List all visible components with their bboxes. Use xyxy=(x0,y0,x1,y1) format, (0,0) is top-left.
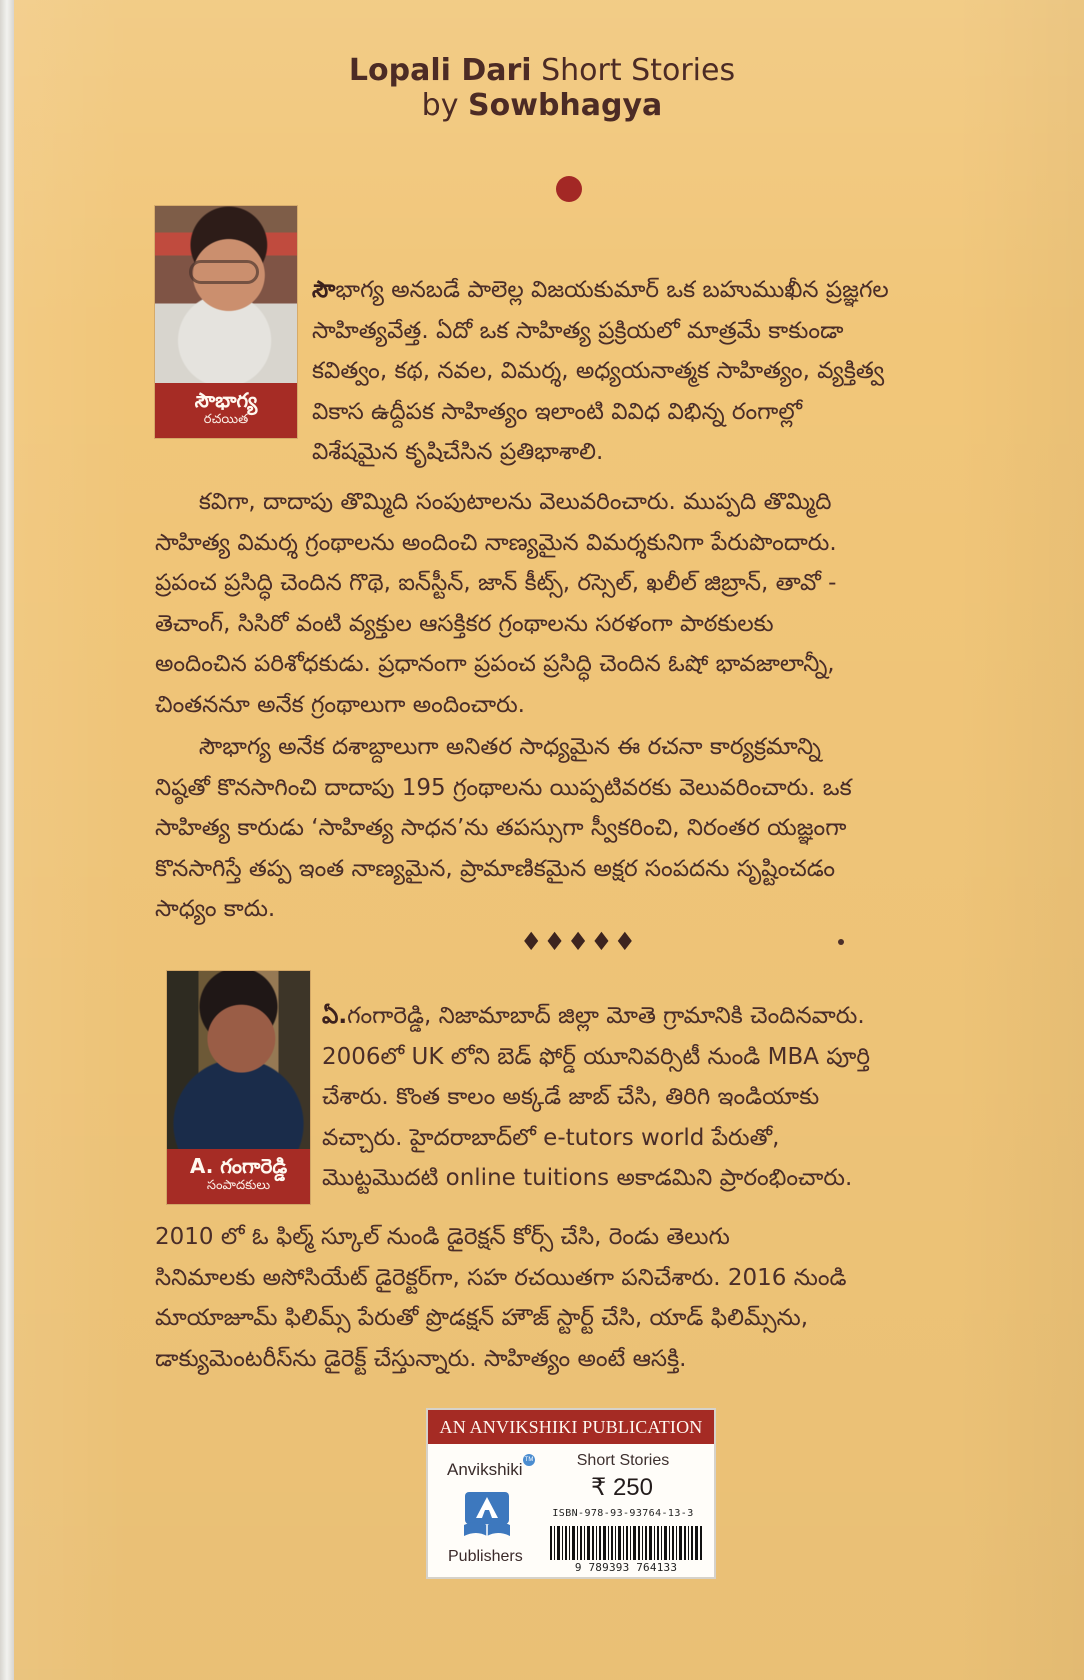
editor-bio-paragraph-2: 2010 లో ఓ ఫిల్మ్ స్కూల్ నుండి డైరెక్షన్ కోర్స్ చేసి, రెండు తెలుగు సినిమాలకు అసోసియేట్ డైరెక్టర్‌గా, సహ రచయితగా పనిచేశారు. 2016 నుండి మాయాజూమ్ ఫిలిమ్స్ పేరుతో ప్రొడక్షన్ హౌజ్ స్టార్ట్ చేసి, యాడ్ ఫిలిమ్స్‌ను, డాక్యుమెంటరీస్‌ను డైరెక్ట్ చేస్తున్నారు. సాహిత్యం అంటే ఆసక్తి. xyxy=(155,1224,847,1372)
author-caption-name: సౌభాగ్య xyxy=(194,388,258,412)
section-separator-diamonds: ♦♦♦♦♦ xyxy=(520,927,638,956)
book-price: ₹ 250 xyxy=(591,1474,653,1501)
book-isbn: ISBN-978-93-93764-13-3 xyxy=(552,1508,694,1519)
author-bio-paragraph-2: కవిగా, దాదాపు తొమ్మిది సంపుటాలను వెలువరించారు. ముప్పది తొమ్మిది సాహిత్య విమర్శ గ్రంథాలను అందించి నాణ్యమైన విమర్శకునిగా పేరుపొందారు. ప్రపంచ ప్రసిద్ధి చెందిన గొథె, ఐన్‌స్టీన్, జాన్ కీట్స్, రస్సెల్, ఖలీల్ జిబ్రాన్, తావో - తెచాంగ్, సిసిరో వంటి వ్యక్తుల ఆసక్తికర గ్రంథాలను సరళంగా పాఠకులకు అందించిన పరిశోధకుడు. ప్రధానంగా ప్రపంచ ప్రసిద్ధి చెందిన ఓషో భావజాలాన్నీ, చింతననూ అనేక గ్రంథాలుగా అందించారు. xyxy=(155,489,837,718)
cover-title-bold: Lopali Dari xyxy=(348,53,532,88)
author-bio-lead: సౌ xyxy=(312,277,336,303)
small-dot-mark xyxy=(838,939,844,945)
publisher-book-logo-icon xyxy=(456,1488,518,1542)
editor-portrait xyxy=(167,971,310,1204)
publisher-info-box xyxy=(426,1408,716,1579)
editor-bio-paragraph-1 xyxy=(322,996,984,1199)
cover-title-line xyxy=(0,53,1084,88)
publisher-brand-name: Anvikshiki xyxy=(447,1460,523,1479)
author-portrait xyxy=(155,206,297,438)
barcode-graphic xyxy=(550,1526,702,1560)
editor-bio-lead: ఏ. xyxy=(322,1003,348,1029)
publisher-header: AN ANVIKSHIKI PUBLICATION xyxy=(428,1410,714,1444)
author-bio-paragraph-1 xyxy=(312,270,982,473)
cover-author-line xyxy=(0,88,1084,123)
cover-title-rest: Short Stories xyxy=(531,53,736,88)
cover-left-edge xyxy=(0,0,14,1680)
author-caption-role: రచయిత xyxy=(203,412,249,427)
author-bio-paragraph-3: సౌభాగ్య అనేక దశాబ్దాలుగా అనితర సాధ్యమైన ఈ రచనా కార్యక్రమాన్ని నిష్ఠతో కొనసాగించి దాదాపు 195 గ్రంథాలను యిప్పటివరకు వెలువరించారు. ఒక సాహిత్య కారుడు ‘సాహిత్య సాధన’ను తపస్సుగా స్వీకరించి, నిరంతర యజ్ఞంగా కొనసాగిస్తే తప్ప ఇంత నాణ్యమైన, ప్రామాణికమైన అక్షర సంపదను సృష్టించడం సాధ్యం కాదు. xyxy=(155,734,852,922)
editor-caption-role: సంపాదకులు xyxy=(206,1178,271,1193)
editor-bio-text-1: గంగారెడ్డి, నిజామాబాద్ జిల్లా మోతె గ్రామానికి చెందినవారు. 2006లో UK లోని బెడ్ ఫోర్డ్ యూనివర్సిటీ నుండి MBA పూర్తి చేశారు. కొంత కాలం అక్కడే జాబ్ చేసి, తిరిగి ఇండియాకు వచ్చారు. హైదరాబాద్‌లో e-tutors world పేరుతో, మొట్టమొదటి online tuitions అకాడమిని ప్రారంభించారు. xyxy=(322,1003,871,1191)
author-photo xyxy=(155,206,297,383)
cover-author-bold: Sowbhagya xyxy=(468,88,663,124)
author-caption xyxy=(155,383,297,438)
title-block xyxy=(0,53,1084,124)
cover-by-text: by xyxy=(421,88,469,124)
trademark-icon: TM xyxy=(523,1454,535,1466)
editor-caption xyxy=(167,1149,310,1204)
editor-caption-name: A. గంగారెడ్డి xyxy=(189,1154,288,1178)
barcode-digits: 9 789393 764133 xyxy=(574,1561,678,1574)
editor-photo xyxy=(167,971,310,1149)
publisher-label: Publishers xyxy=(448,1548,523,1565)
author-bio-text-1: భాగ్య అనబడే పాలెల్ల విజయకుమార్ ఒక బహుముఖీన ప్రజ్ఞగల సాహిత్యవేత్త. ఏదో ఒక సాహిత్య ప్రక్రియలో మాత్రమే కాకుండా కవిత్వం, కథ, నవల, విమర్శ, అధ్యయనాత్మక సాహిత్యం, వ్యక్తిత్వ వికాస ఉద్దీపక సాహిత్యం ఇలాంటి వివిధ విభిన్న రంగాల్లో విశేషమైన కృషిచేసిన ప్రతిభాశాలి. xyxy=(312,277,889,465)
decorative-dot xyxy=(556,176,582,202)
book-genre: Short Stories xyxy=(576,1452,670,1469)
